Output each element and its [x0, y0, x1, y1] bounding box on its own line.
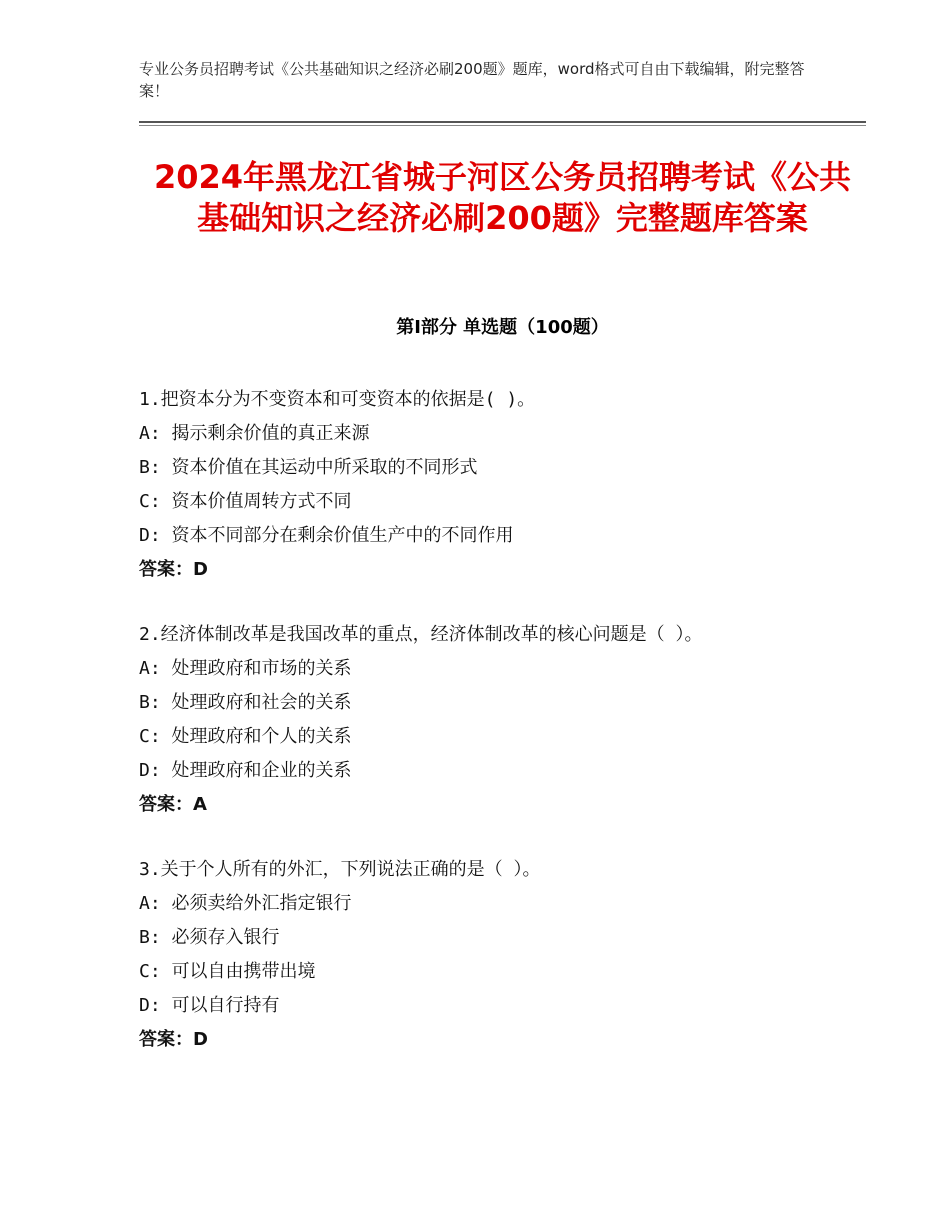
answer-label: 答案：D: [139, 559, 208, 580]
question-2: [139, 618, 779, 822]
header-divider-thick: [139, 121, 866, 123]
document-title: 2024年黑龙江省城子河区公务员招聘考试《公共基础知识之经济必刷200题》完整题库答案: [153, 158, 852, 237]
answer-label: 答案：A: [139, 794, 207, 815]
option-d: D: 资本不同部分在剩余价值生产中的不同作用: [139, 525, 514, 546]
option-d: D: 可以自行持有: [139, 995, 280, 1016]
header-note: 专业公务员招聘考试《公共基础知识之经济必刷200题》题库，word格式可自由下载编辑，附完整答案！: [139, 60, 805, 100]
option-b: B: 必须存入银行: [139, 927, 280, 948]
option-d: D: 处理政府和企业的关系: [139, 760, 352, 781]
option-a: A: 揭示剩余价值的真正来源: [139, 423, 370, 444]
question-3: [139, 853, 779, 1057]
question-stem: 2.经济体制改革是我国改革的重点，经济体制改革的核心问题是（ ）。: [139, 624, 703, 645]
header-divider-thin: [139, 125, 866, 126]
section-title: 第I部分 单选题（100题）: [396, 317, 609, 338]
option-a: A: 必须卖给外汇指定银行: [139, 893, 352, 914]
question-stem: 1.把资本分为不变资本和可变资本的依据是( )。: [139, 389, 536, 410]
option-a: A: 处理政府和市场的关系: [139, 658, 352, 679]
question-stem: 3.关于个人所有的外汇，下列说法正确的是（ ）。: [139, 859, 541, 880]
answer-label: 答案：D: [139, 1029, 208, 1050]
option-c: C: 资本价值周转方式不同: [139, 491, 352, 512]
option-c: C: 处理政府和个人的关系: [139, 726, 352, 747]
option-b: B: 资本价值在其运动中所采取的不同形式: [139, 457, 478, 478]
question-list: [139, 383, 779, 1088]
question-1: [139, 383, 779, 587]
option-b: B: 处理政府和社会的关系: [139, 692, 352, 713]
option-c: C: 可以自由携带出境: [139, 961, 316, 982]
